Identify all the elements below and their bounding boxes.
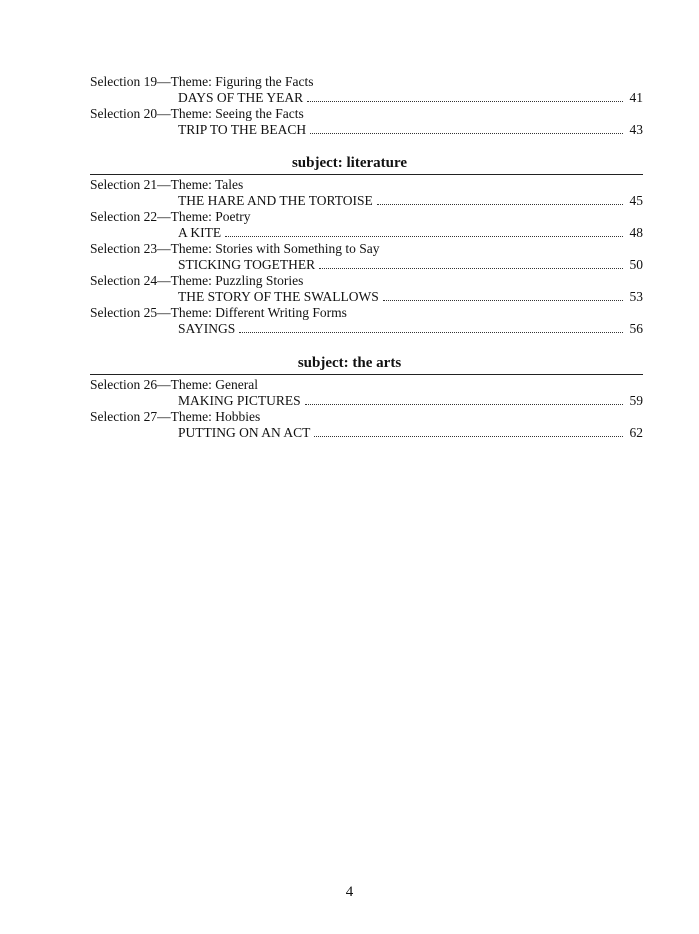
toc-entry	[90, 241, 643, 273]
selection-title: THE HARE AND THE TORTOISE	[178, 193, 373, 208]
selection-label: Selection 25—Theme: Different Writing Forms	[90, 305, 347, 320]
selection-title: DAYS OF THE YEAR	[178, 90, 304, 105]
toc-entry	[90, 273, 643, 305]
selection-page-number: 48	[629, 225, 643, 240]
selection-page-number: 43	[629, 122, 643, 137]
selection-label: Selection 23—Theme: Stories with Something to Say	[90, 241, 380, 256]
selection-page-number: 53	[629, 289, 643, 304]
toc-title-row	[90, 393, 643, 409]
toc-entry	[90, 209, 643, 241]
selection-title: STICKING TOGETHER	[178, 257, 316, 272]
dot-leader	[305, 404, 623, 405]
toc-entry	[90, 305, 643, 337]
selection-title: SAYINGS	[178, 321, 236, 336]
selection-page-number: 56	[629, 321, 643, 336]
selection-label: Selection 21—Theme: Tales	[90, 177, 244, 192]
selection-label: Selection 19—Theme: Figuring the Facts	[90, 74, 314, 89]
selection-page-number: 59	[629, 393, 643, 408]
dot-leader	[314, 436, 623, 437]
selection-title: A KITE	[178, 225, 222, 240]
dot-leader	[307, 101, 623, 102]
toc-title-row	[90, 225, 643, 241]
toc-entry	[90, 74, 643, 106]
toc-entry	[90, 177, 643, 209]
toc-block-facts	[90, 74, 643, 138]
dot-leader	[310, 133, 623, 134]
dot-leader	[319, 268, 623, 269]
toc-title-row	[90, 193, 643, 209]
selection-label: Selection 24—Theme: Puzzling Stories	[90, 273, 304, 288]
selection-title: TRIP TO THE BEACH	[178, 122, 307, 137]
dot-leader	[377, 204, 623, 205]
toc-block-arts	[90, 374, 643, 441]
toc-title-row	[90, 321, 643, 337]
selection-page-number: 41	[629, 90, 643, 105]
selection-label: Selection 22—Theme: Poetry	[90, 209, 251, 224]
page-number: 4	[345, 884, 354, 900]
selection-page-number: 50	[629, 257, 643, 272]
dot-leader	[383, 300, 623, 301]
selection-label: Selection 26—Theme: General	[90, 377, 258, 392]
selection-page-number: 62	[629, 425, 643, 440]
toc-title-row	[90, 289, 643, 305]
selection-title: MAKING PICTURES	[178, 393, 301, 408]
toc-block-literature	[90, 174, 643, 337]
toc-entry	[90, 409, 643, 441]
selection-page-number: 45	[629, 193, 643, 208]
toc-title-row	[90, 425, 643, 441]
toc-title-row	[90, 257, 643, 273]
toc-entry	[90, 106, 643, 138]
selection-title: PUTTING ON AN ACT	[178, 425, 311, 440]
section-heading-arts: subject: the arts	[297, 355, 402, 371]
dot-leader	[225, 236, 623, 237]
section-heading-literature: subject: literature	[291, 155, 408, 171]
selection-title: THE STORY OF THE SWALLOWS	[178, 289, 379, 304]
selection-label: Selection 27—Theme: Hobbies	[90, 409, 261, 424]
selection-label: Selection 20—Theme: Seeing the Facts	[90, 106, 304, 121]
toc-entry	[90, 377, 643, 409]
dot-leader	[239, 332, 623, 333]
toc-title-row	[90, 122, 643, 138]
toc-title-row	[90, 90, 643, 106]
